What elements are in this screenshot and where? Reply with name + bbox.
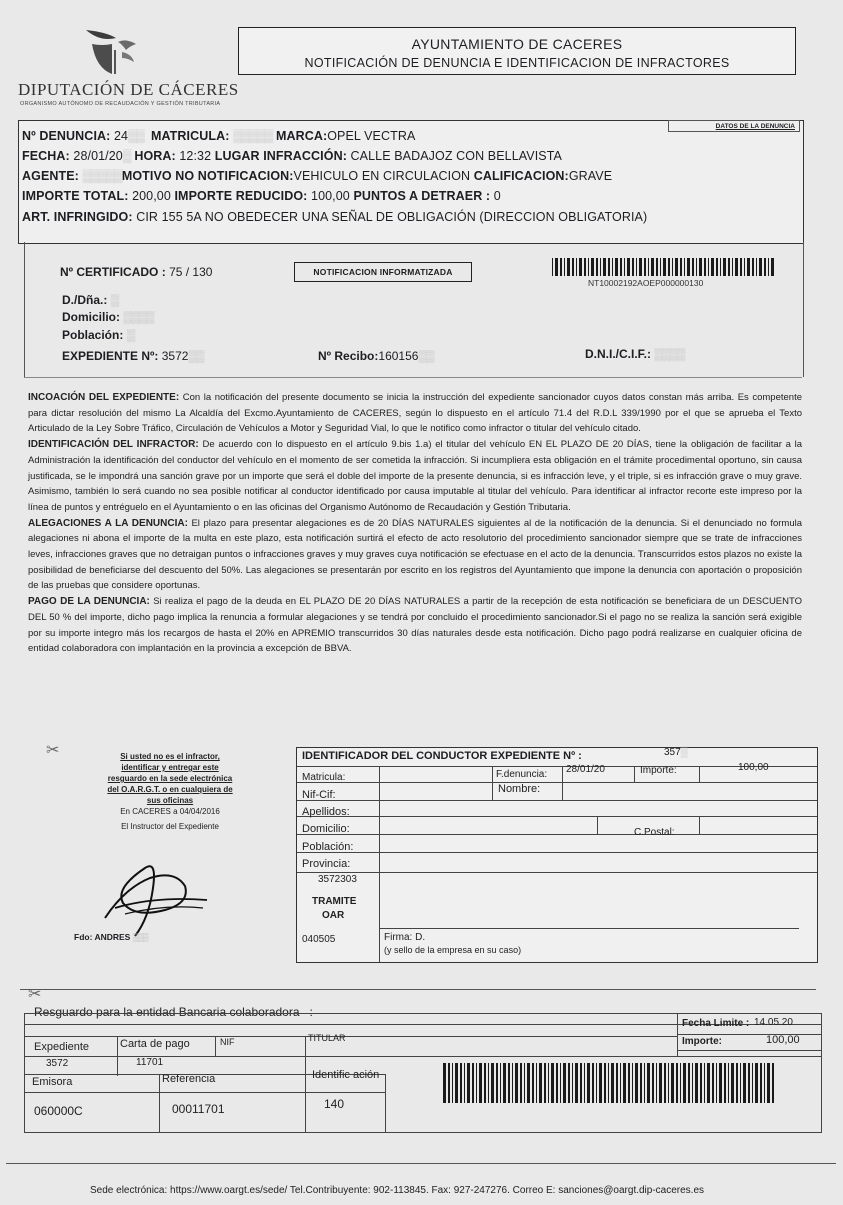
id-num1: 3572303 [318,874,357,885]
footer-divider [6,1163,836,1164]
incoacion-text: Con la notificación del presente documento se inicia la instrucción del expediente sancionador cuyos datos constan más arriba. Es competente para dictar resolución del mismo La Alcaldía del Excmo.Ayuntamiento de CACERES, según lo dispuesto en el artículo 71.4 del R.D.L 339/1990 por el que se aprueba el Texto Articulado de la Ley Sobre Tráfico, Circulación de Vehículos a Motor y Seguridad Vial, lo que le notifico como infractor o titular del vehículo citado. [28,392,802,435]
expediente-line [62,349,203,363]
hora-value: 12:32 [179,149,212,163]
identificacion-paragraph [28,437,802,516]
certificado-value: 75 / 130 [169,265,213,279]
alegaciones-title: ALEGACIONES A LA DENUNCIA: [28,517,188,529]
id-importe-label: Importe: [640,765,677,776]
poblacion-label: Población: [62,328,124,342]
dni-line [585,347,684,361]
diputacion-logo-icon [82,28,140,78]
instruction-line-4: del O.A.R.G.T. o en cualquiera de [107,785,233,794]
id-firma: Firma: D. [384,932,426,943]
signature-image [95,848,215,938]
resguardo-colon: : [309,1005,313,1019]
datos-line-5 [22,210,647,224]
firmante [74,932,148,942]
id-apellidos-label: Apellidos: [302,806,350,818]
instructor-block [80,751,260,832]
dna-line [62,293,118,307]
articulo-value: CIR 155 5A NO OBEDECER UNA SEÑAL DE OBLIGACIÓN (DIRECCION OBLIGATORIA) [136,210,648,224]
datos-line-4 [22,189,501,203]
importe-total-label: IMPORTE TOTAL: [22,189,129,203]
puntos-value: 0 [493,189,501,203]
domicilio-label: Domicilio: [62,310,121,324]
redacted-mark: ▒▒▒▒ [123,310,154,324]
org-name: DIPUTACIÓN DE CÁCERES [18,80,239,99]
instruction-line-2: identificar y entregar este [121,763,219,772]
id-nif-label: Nif-Cif: [302,789,336,801]
redacted-mark: ▒▒▒▒▒ [82,169,122,183]
identificacion-value: 140 [324,1097,345,1111]
id-fdenuncia-label: F.denuncia: [496,769,548,780]
articulo-label: ART. INFRINGIDO: [22,210,133,224]
lugar-value: CALLE BADAJOZ CON BELLAVISTA [350,149,562,163]
referencia-label: Referencia [162,1073,216,1085]
alegaciones-text: El plazo para presentar alegaciones es de 20 DÍAS NATURALES siguientes al de la notificación de la denuncia. Si el denunciado no formula alegaciones ni abona el importe de la multa en este plazo, esta notificación surtirá el efecto de acto resolutorio del procedimiento sancionador siempre que se trate de infracciones leves, infracciones graves que no detraigan puntos o infracciones graves y muy graves cuya notificación se efectuase en el acto de la denuncia. Transcurridos estos plazos no existe la posibilidad de beneficiarse del descuento del 50%. Las alegaciones se presentarán por escrito en los registros del Ayuntamiento que impone la denuncia con aportación o proposición de las pruebas que considere oportunas. [28,517,802,592]
scissors-icon: ✂ [28,986,42,1003]
nif-label: NIF [220,1037,235,1047]
barcode-code: NT10002192AOEP000000130 [588,278,704,288]
fecha-limite-value: 14.05.20 [754,1017,793,1028]
referencia-value: 00011701 [172,1102,225,1116]
redacted-mark: ▒▒ [128,129,144,143]
marca-value: OPEL VECTRA [327,129,416,143]
incoacion-paragraph [28,390,802,437]
id-oar: OAR [322,910,345,921]
datos-tag: DATOS DE LA DENUNCIA [668,120,800,132]
resguardo-importe-value: 100,00 [766,1034,800,1046]
resguardo-expediente-label: Expediente [34,1041,90,1053]
carta-pago-label: Carta de pago [120,1038,190,1050]
certificado-line [60,265,212,279]
redacted-mark: ▒ [680,747,687,758]
document-title-box [238,27,796,75]
recibo-label: Nº Recibo: [318,349,379,363]
poblacion-line [62,328,134,342]
resguardo-expediente-value: 3572 [46,1058,69,1069]
agente-label: AGENTE: [22,169,79,183]
importe-reducido-label: IMPORTE REDUCIDO: [174,189,308,203]
datos-line-1 [22,129,415,143]
redacted-mark: ▒▒▒ [132,932,148,942]
alegaciones-paragraph [28,516,802,595]
id-importe-value: 100,00 [738,762,769,773]
redacted-mark: ▒▒▒▒▒ [233,129,273,143]
barcode-bottom [443,1063,775,1103]
id-domicilio-label: Domicilio: [302,823,350,835]
certificado-label: Nº CERTIFICADO : [60,265,166,279]
emisora-label: Emisora [32,1076,73,1088]
footer-contact: Sede electrónica: https://www.oargt.es/sede/ Tel.Contribuyente: 902-113845. Fax: 927-247276. Correo E: sanciones@oargt.dip-caceres.es [90,1185,705,1196]
datos-line-3 [22,169,612,183]
pago-text: Si realiza el pago de la deuda en EL PLAZO DE 20 DÍAS NATURALES a partir de la recepción de esta notificación se beneficiara de un DESCUENTO DEL 50 % del importe, dicho pago implica la renuncia a formular alegaciones y se tendrá por concluido el procedimiento sancionador.Si el pago no se realiza la sanción será exigible por su importe integro más los recargos de hasta el 20% en APREMIO transcurridos 30 días naturales desde esta notificación. Dicho pago podrá realizarse en cualquier oficina de entidad colaboradora con implantación en la provincia a excepción de BBVA. [28,596,803,655]
divider [24,377,802,378]
id-matricula-label: Matricula: [302,772,346,783]
instructor-date: En CACERES a 04/04/2016 [120,807,220,816]
carta-pago-value: 11701 [136,1057,164,1068]
denuncia-value: 24 [113,129,129,143]
instructor-title: El Instructor del Expediente [121,822,219,831]
expediente-label: EXPEDIENTE Nº: [62,349,159,363]
puntos-label: PUNTOS A DETRAER : [353,189,491,203]
title-line-1: AYUNTAMIENTO DE CACERES [411,36,623,52]
importe-total-value: 200,00 [132,189,171,203]
redacted-mark: ▒ [122,149,131,163]
motivo-value: VEHICULO EN CIRCULACION [293,169,471,183]
hora-label: HORA: [134,149,176,163]
identificador-expediente-value: 357 [664,747,681,758]
calificacion-value: GRAVE [568,169,613,183]
id-cpostal-label: C.Postal: [634,827,675,838]
calificacion-label: CALIFICACION: [473,169,569,183]
emisora-value: 060000C [34,1104,83,1118]
fecha-value: 28/01/20 [73,149,123,163]
identificador-expediente [664,747,687,758]
pago-title: PAGO DE LA DENUNCIA: [28,596,150,608]
resguardo-importe-label: Importe: [682,1036,722,1047]
titular-label: TITULAR [308,1033,346,1043]
id-nombre-label: Nombre: [498,783,541,795]
matricula-label: MATRICULA: [150,129,230,143]
datos-line-2 [22,149,562,163]
firmante-name: Fdo: ANDRES [74,932,131,942]
identificacion-label: Identific ación [312,1069,380,1081]
id-provincia-label: Provincia: [302,858,351,870]
identificacion-title: IDENTIFICACIÓN DEL INFRACTOR: [28,439,199,451]
id-sello: (y sello de la empresa en su caso) [384,945,522,955]
motivo-label: MOTIVO NO NOTIFICACION: [121,169,294,183]
legal-text [28,390,802,657]
scissors-icon: ✂ [46,742,60,759]
id-tramite: TRAMITE [312,896,357,907]
dni-label: D.N.I./C.I.F.: [585,347,651,361]
org-subtitle: ORGANISMO AUTÓNOMO DE RECAUDACIÓN Y GESTIÓN TRIBUTARIA [20,101,221,107]
fecha-label: FECHA: [22,149,70,163]
redacted-mark: ▒ [110,293,119,307]
importe-reducido-value: 100,00 [311,189,350,203]
redacted-mark: ▒▒ [188,349,204,363]
dna-label: D./Dña.: [62,293,108,307]
title-line-2: NOTIFICACIÓN DE DENUNCIA E IDENTIFICACION DE INFRACTORES [304,56,730,70]
recibo-value: 160156 [378,349,419,363]
id-fdenuncia-value: 28/01/20 [566,764,605,775]
redacted-mark: ▒▒ [418,349,434,363]
barcode-top [552,258,776,276]
recibo-line [318,349,433,363]
redacted-mark: ▒ [126,328,135,342]
redacted-mark: ▒▒▒▒ [654,347,685,361]
resguardo-title-text: Resguardo para la entidad Bancaria colaboradora [34,1005,300,1019]
notificacion-informatizada-box: NOTIFICACION INFORMATIZADA [294,262,472,282]
domicilio-line [62,310,153,324]
incoacion-title: INCOACIÓN DEL EXPEDIENTE: [28,392,180,403]
id-num2: 040505 [302,934,336,945]
pago-paragraph [28,594,802,657]
instruction-line-1: Si usted no es el infractor, [120,752,220,761]
instruction-line-5: sus oficinas [146,796,194,805]
identificacion-text: De acuerdo con lo dispuesto en el artículo 9.bis 1.a) el titular del vehículo EN EL PLAZO DE 20 DÍAS, tiene la obligación de facilitar a la Administración la identificación del conductor del vehículo en el momento de ser cometida la infracción. Si incumpliera esta obligación en el trámite procedimental oportuno, sin causa justificada, se le impondrá una sanción grave por un importe que será el doble del importe de la presente denuncia, si es infracción leve, y el triple, si es infracción grave o muy grave. Asimismo, también lo será cuando no sea posible notificar al conductor identificado por causa imputable al titular del vehículo. Para identificar al infractor recorte este impreso por la línea de puntos y entréguelo en el Ayuntamiento o en las oficinas del Organismo Autónomo de Recaudación y Gestión Tributaria. [28,439,803,513]
instruction-line-3: resguardo en la sede electrónica [107,774,233,783]
cut-line [20,989,816,990]
lugar-label: LUGAR INFRACCIÓN: [214,149,347,163]
identificador-conductor-box [296,747,818,963]
fecha-limite-label: Fecha Limite : [682,1018,750,1029]
denuncia-label: Nº DENUNCIA: [22,129,111,143]
id-poblacion-label: Población: [302,841,354,853]
marca-label: MARCA: [275,129,328,143]
expediente-value: 3572 [161,349,189,363]
identificador-title: IDENTIFICADOR DEL CONDUCTOR EXPEDIENTE Nº : [302,750,582,762]
